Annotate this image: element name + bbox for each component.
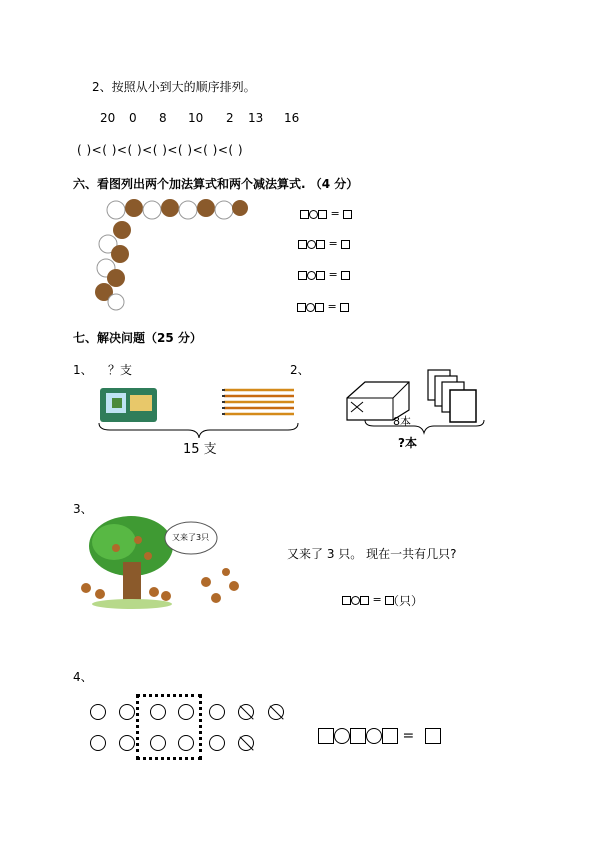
problem2-question: ?本: [398, 436, 417, 450]
circle-icon: [119, 704, 135, 720]
crossed-circle-icon: [238, 735, 254, 751]
problem3-unit: （只）: [387, 594, 424, 608]
section7-title: 七、解决问题（25 分）: [73, 331, 202, 345]
pencils-image: [222, 386, 298, 420]
q2-answer-blanks[interactable]: ( )<( )<( )<( )<( )<( )<( ): [77, 143, 244, 157]
q2-number: 13: [248, 111, 264, 125]
pencil-box-image: [100, 386, 158, 424]
q2-number: 8: [159, 111, 167, 125]
problem2-number: 2、: [290, 363, 310, 377]
circle-icon: [209, 704, 225, 720]
circle-icon: [178, 735, 194, 751]
q2-number: 16: [284, 111, 300, 125]
grouping-box: [136, 694, 202, 760]
circle-icon: [90, 704, 106, 720]
q2-number: 2: [226, 111, 234, 125]
problem4-number: 4、: [73, 670, 93, 684]
monkey-tree-image: [76, 512, 246, 612]
circle-icon: [150, 735, 166, 751]
circle-icon: [90, 735, 106, 751]
problem4-equation[interactable]: =: [318, 728, 441, 744]
q2-number: 0: [129, 111, 137, 125]
q2-number: 20: [100, 111, 116, 125]
section6-title: 六、看图列出两个加法算式和两个减法算式. （4 分）: [73, 177, 359, 191]
problem1-number: 1、: [73, 363, 93, 377]
bear-icon: [95, 199, 248, 310]
crossed-circle-icon: [238, 704, 254, 720]
problem2-known-count: 8本: [393, 415, 411, 428]
q2-number: 10: [188, 111, 204, 125]
problem3-number: 3、: [73, 502, 93, 516]
problem1-total: 15 支: [183, 442, 217, 457]
bears-illustration: [86, 196, 256, 316]
subtraction-equation-1[interactable]: =: [298, 268, 350, 281]
problem3-equation[interactable]: =: [342, 593, 394, 606]
problem3-text: 又来了 3 只。 现在一共有几只?: [287, 547, 457, 561]
brace-books: [364, 419, 486, 435]
circle-icon: [209, 735, 225, 751]
books-stack-image: [426, 368, 482, 424]
addition-equation-2[interactable]: =: [298, 237, 350, 250]
circle-icon: [119, 735, 135, 751]
circle-icon: [178, 704, 194, 720]
speech-bubble-text: 又来了3只: [172, 533, 210, 542]
problem1-question: ？支: [108, 363, 133, 377]
addition-equation-1[interactable]: =: [300, 207, 352, 220]
subtraction-equation-2[interactable]: =: [297, 300, 349, 313]
crossed-circle-icon: [268, 704, 284, 720]
q2-title: 2、按照从小到大的顺序排列。: [92, 80, 256, 94]
circle-icon: [150, 704, 166, 720]
